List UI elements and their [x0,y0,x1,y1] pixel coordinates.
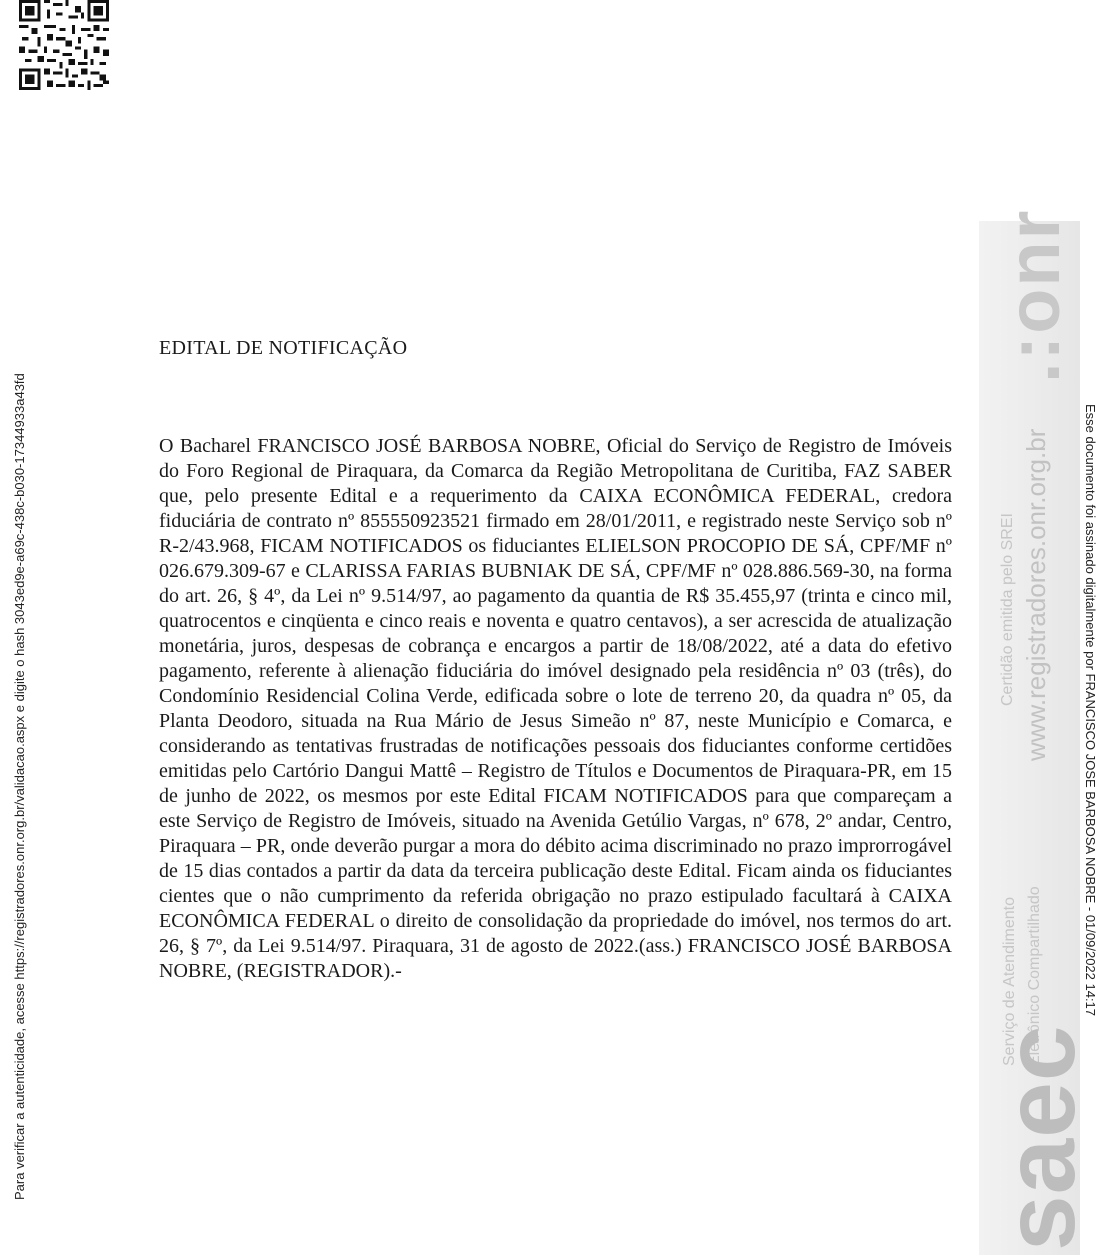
document-title: EDITAL DE NOTIFICAÇÃO [159,337,408,359]
onr-logo: .:onr [992,208,1075,383]
signature-note: Esse documento foi assinado digitalmente por FRANCISCO JOSE BARBOSA NOBRE - 01/09/2022 14:17 [1083,404,1098,1017]
service-line-2: Eletrônico Compartilhado [1026,886,1043,1066]
certificate-note: Certidão emitida pelo SREI [999,513,1016,706]
document-body: O Bacharel FRANCISCO JOSÉ BARBOSA NOBRE, Oficial do Serviço de Registro de Imóveis do Foro Regional de Piraquara, da Comarca da Região Metropolitana de Curitiba, FAZ SABER que, pelo presente Edital e a requerimento da CAIXA ECONÔMICA FEDERAL, credora fiduciária de contrato nº 855550923521 firmado em 28/01/2011, e registrado neste Serviço sob nº R-2/43.968, FICAM NOTIFICADOS os fiduciantes ELIELSON PROCOPIO DE SÁ, CPF/MF nº 026.679.309-67 e CLARISSA FARIAS BUBNIAK DE SÁ, CPF/MF nº 028.886.569-30, na forma do art. 26, § 4º, da Lei nº 9.514/97, ao pagamento da quantia de R$ 35.455,97 (trinta e cinco mil, quatrocentos e cinqüenta e cinco reais e noventa e quatro centavos), a ser acrescida de atualização monetária, juros, despesas de cobrança e encargos a partir de 18/08/2022, até a data do efetivo pagamento, referente à alienação fiduciária do imóvel designado pela residência nº 03 (três), do Condomínio Residencial Colina Verde, edificada sobre o lote de terreno 20, da quadra nº 05, da Planta Deodoro, situada na Rua Mário de Jesus Simeão nº 87, neste Município e Comarca, e considerando as tentativas frustradas de notificações pessoais dos fiduciantes conforme certidões emitidas pelo Cartório Dangui Mattê – Registro de Títulos e Documentos de Piraquara-PR, em 15 de junho de 2022, os mesmos por este Edital FICAM NOTIFICADOS para que compareçam a este Serviço de Registro de Imóveis, situado na Avenida Getúlio Vargas, nº 678, 2º andar, Centro, Piraquara – PR, onde deverão purgar a mora do débito acima discriminado no prazo improrrogável de 15 dias contados a partir da data da terceira publicação deste Edital. Ficam ainda os fiduciantes cientes que o não cumprimento da referida obrigação no prazo estipulado facultará à CAIXA ECONÔMICA FEDERAL o direito de consolidação da propriedade do imóvel, nos termos do art. 26, § 7º, da Lei 9.514/97. Piraquara, 31 de agosto de 2022.(ass.) FRANCISCO JOSÉ BARBOSA NOBRE, (REGISTRADOR).- [159,435,952,982]
registry-url: www.registradores.onr.org.br [1021,428,1051,761]
service-line-1: Serviço de Atendimento [1001,897,1018,1066]
qr-code-icon [18,0,110,90]
verification-note: Para verificar a autenticidade, acesse https://registradores.onr.org.br/validacao.aspx e digite o hash 3043ed9e-a69c-438c-b030-17344933a43fd [12,373,27,1200]
saec-logo: saec [984,1024,1096,1251]
